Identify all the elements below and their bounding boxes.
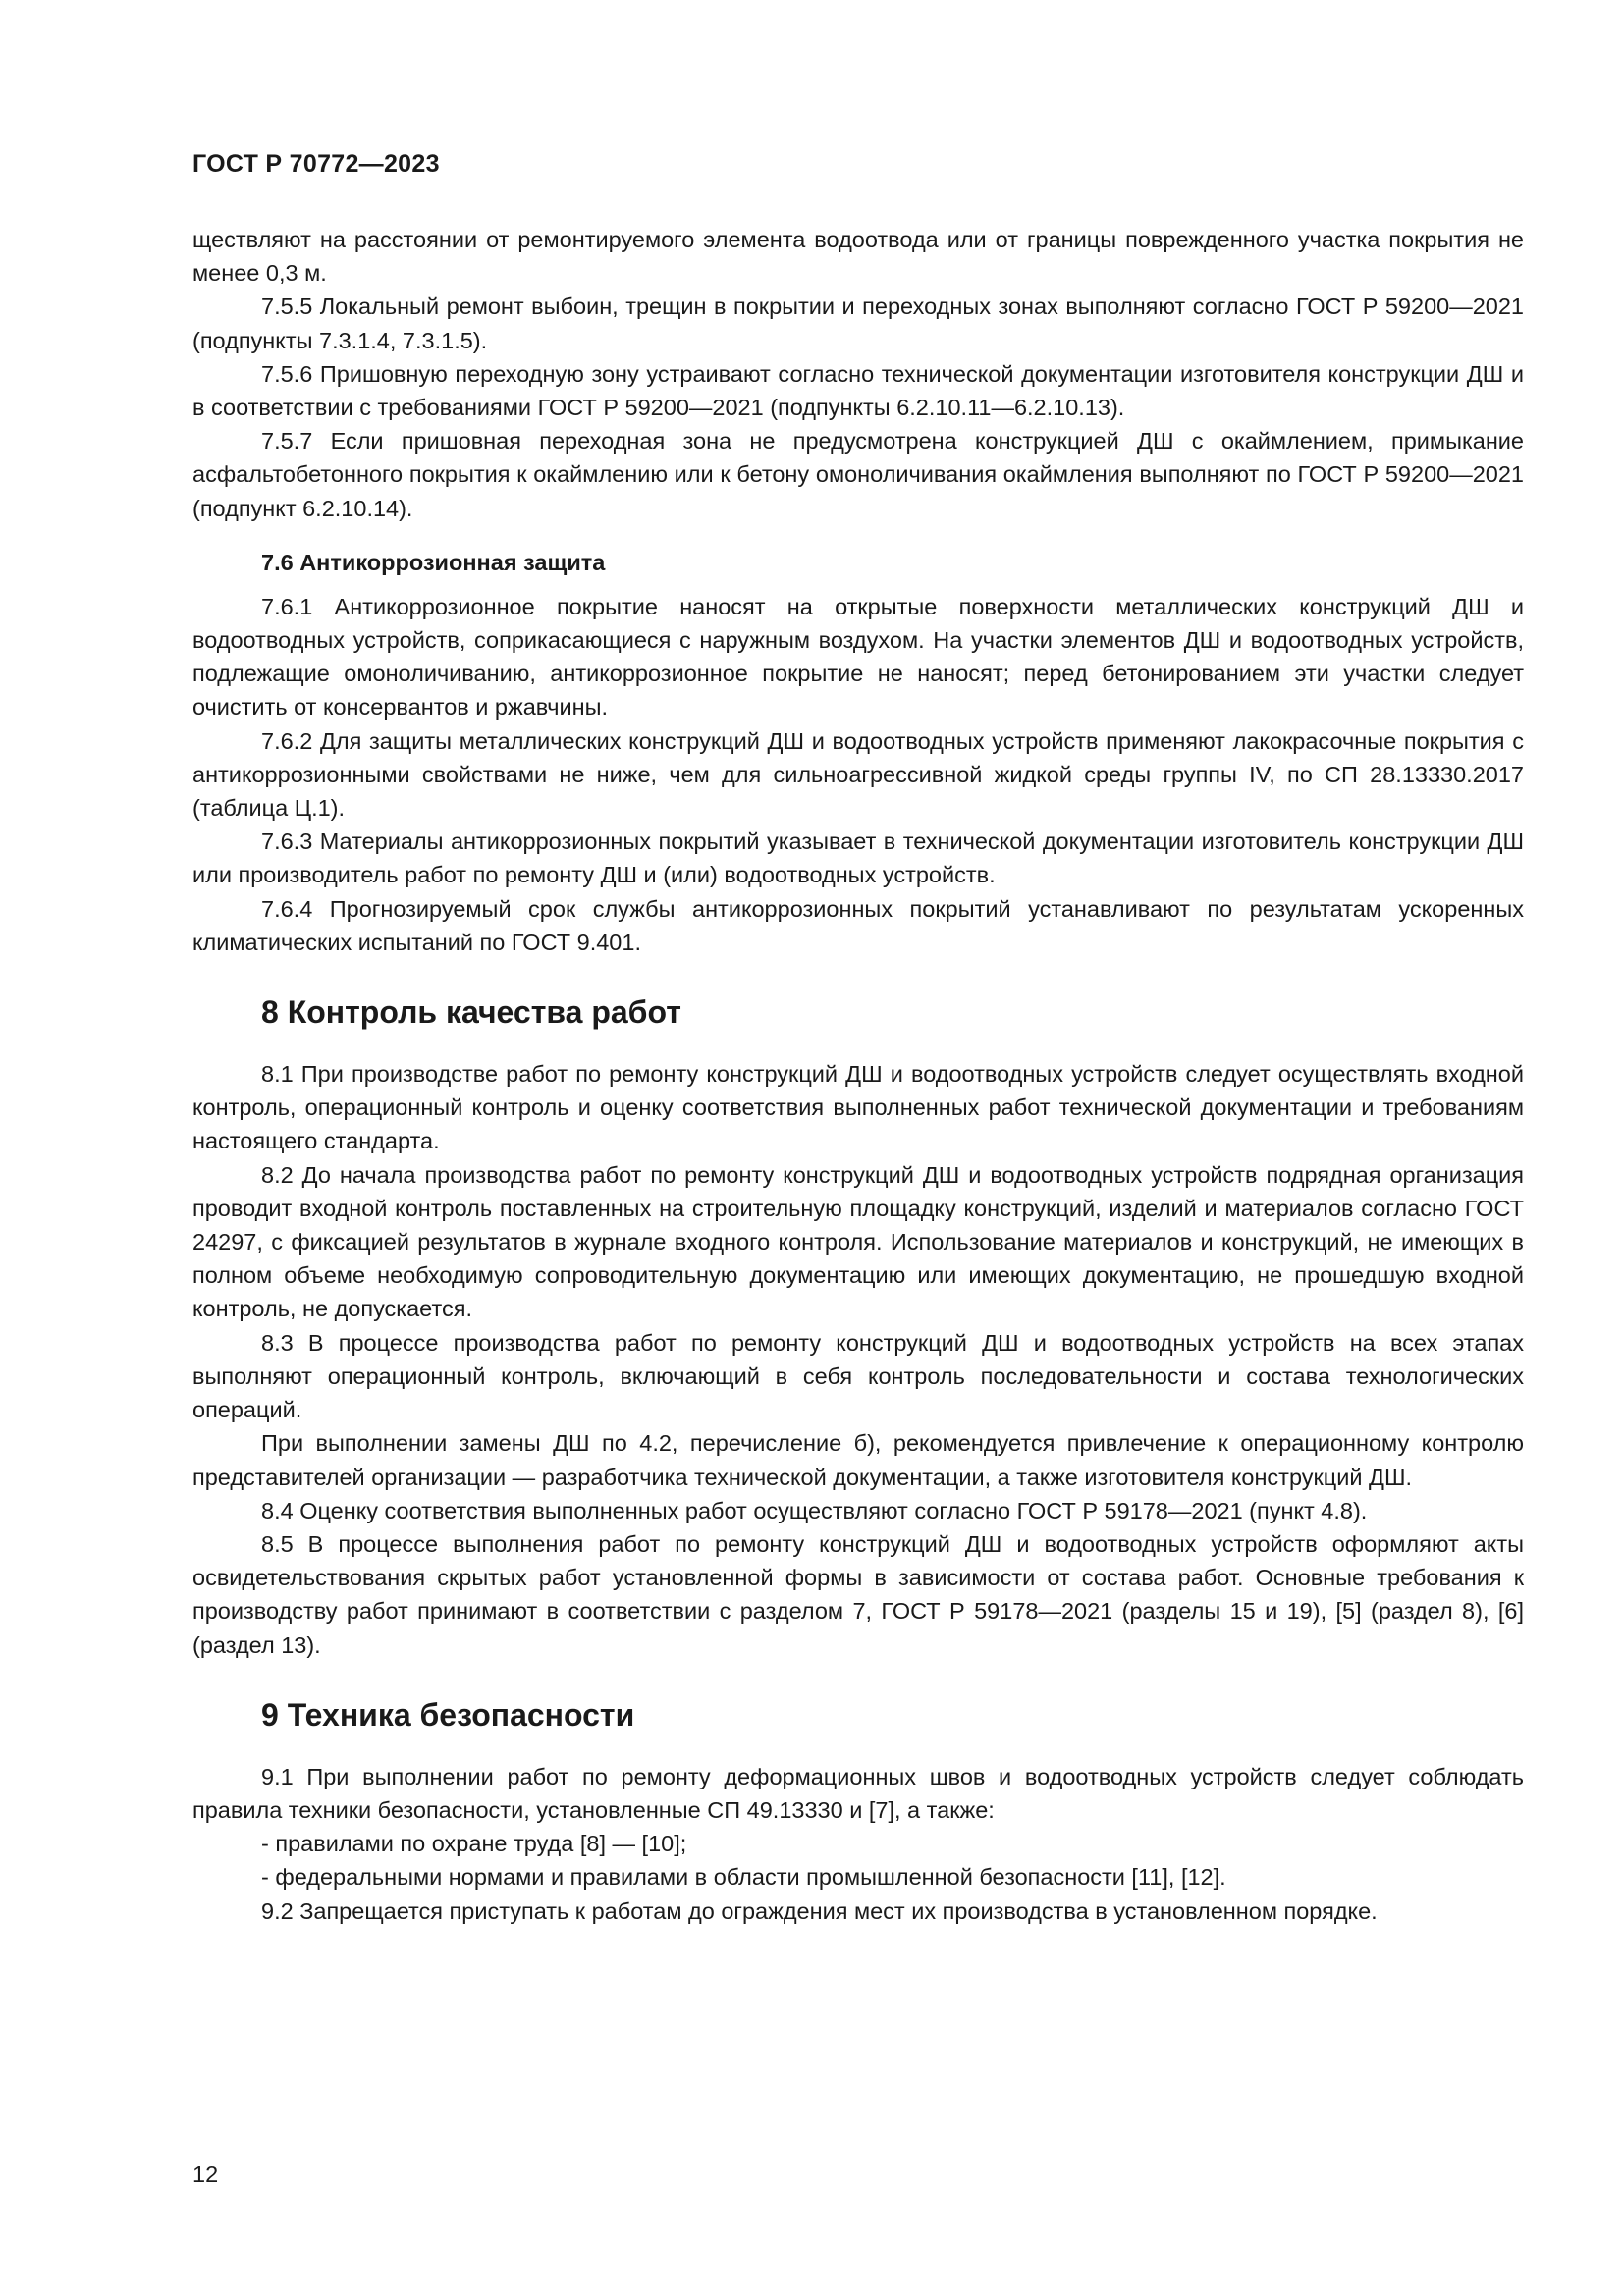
paragraph-7-5-6: 7.5.6 Пришовную переходную зону устраивают согласно технической документации изготовителя конструкции ДШ и в соответствии с требованиями ГОСТ Р 59200—2021 (подпункты 6.2.10.11—6.2.10.13).: [192, 360, 1524, 421]
paragraph-8-2: 8.2 До начала производства работ по ремонту конструкций ДШ и водоотводных устройств подрядная организация проводит входной контроль поставленных на строительную площадку конструкций, изделий и материалов согласно ГОСТ 24297, с фиксацией результатов в журнале входного контроля. Использование материалов и конструкций, не имеющих в полном объеме необходимую сопроводительную документацию или имеющих документацию, не прошедшую входной контроль, не допускается.: [192, 1161, 1524, 1322]
document-header: ГОСТ Р 70772—2023: [192, 150, 440, 178]
paragraph-8-5: 8.5 В процессе выполнения работ по ремонту конструкций ДШ и водоотводных устройств оформляют акты освидетельствования скрытых работ установленной формы в зависимости от состава работ. Основные требования к производству работ принимают в соответствии с разделом 7, ГОСТ Р 59178—2021 (разделы 15 и 19), [5] (раздел 8), [6] (раздел 13).: [192, 1530, 1524, 1658]
list-item-dash-1: - правилами по охране труда [8] — [10];: [261, 1831, 687, 1857]
section-title-9: 9 Техника безопасности: [261, 1696, 635, 1733]
paragraph-8-3: 8.3 В процессе производства работ по ремонту конструкций ДШ и водоотводных устройств на всех этапах выполняют операционный контроль, включающий в себя контроль последовательности и состава технологических операций.: [192, 1329, 1524, 1423]
paragraph-7-6-4: 7.6.4 Прогнозируемый срок службы антикоррозионных покрытий устанавливают по результатам ускоренных климатических испытаний по ГОСТ 9.401.: [192, 895, 1524, 955]
paragraph-8-1: 8.1 При производстве работ по ремонту конструкций ДШ и водоотводных устройств следует осуществлять входной контроль, операционный контроль и оценку соответствия выполненных работ технической документации и требованиям настоящего стандарта.: [192, 1061, 1524, 1154]
paragraph-7-5-5: 7.5.5 Локальный ремонт выбоин, трещин в покрытии и переходных зонах выполняют согласно ГОСТ Р 59200—2021 (подпункты 7.3.1.4, 7.3.1.5).: [192, 294, 1524, 353]
paragraph-7-6-1: 7.6.1 Антикоррозионное покрытие наносят на открытые поверхности металлических конструкций ДШ и водоотводных устройств, соприкасающиеся с наружным воздухом. На участки элементов ДШ и водоотводных устройств, подлежащие омоноличиванию, антикоррозионное покрытие не наносят; перед бетонированием эти участки следует очистить от консервантов и ржавчины.: [192, 593, 1524, 721]
page-number: 12: [192, 2162, 219, 2187]
subsection-title-7-6: 7.6 Антикоррозионная защита: [261, 549, 606, 575]
document-body: [192, 223, 1524, 1928]
paragraph-7-6-3: 7.6.3 Материалы антикоррозионных покрытий указывает в технической документации изготовитель конструкции ДШ или производитель работ по ремонту ДШ и (или) водоотводных устройств.: [192, 828, 1524, 888]
paragraph-9-1: 9.1 При выполнении работ по ремонту деформационных швов и водоотводных устройств следует соблюдать правила техники безопасности, установленные СП 49.13330 и [7], а также:: [192, 1763, 1524, 1823]
paragraph-9-2: 9.2 Запрещается приступать к работам до ограждения мест их производства в установленном порядке.: [261, 1897, 1378, 1924]
paragraph-7-6-2: 7.6.2 Для защиты металлических конструкций ДШ и водоотводных устройств применяют лакокрасочные покрытия с антикоррозионными свойствами не ниже, чем для сильноагрессивной жидкой среды группы IV, по СП 28.13330.2017 (таблица Ц.1).: [192, 727, 1524, 822]
paragraph-7-5-7: 7.5.7 Если пришовная переходная зона не предусмотрена конструкцией ДШ с окаймлением, примыкание асфальтобетонного покрытия к окаймлению или к бетону омоноличивания окаймления выполняют по ГОСТ Р 59200—2021 (подпункт 6.2.10.14).: [192, 428, 1524, 521]
paragraph-continuation: ществляют на расстоянии от ремонтируемого элемента водоотвода или от границы поврежденного участка покрытия не менее 0,3 м.: [192, 227, 1524, 287]
list-item-dash-2: - федеральными нормами и правилами в области промышленной безопасности [11], [12].: [261, 1864, 1226, 1891]
section-title-8: 8 Контроль качества работ: [261, 994, 681, 1031]
paragraph-8-4: 8.4 Оценку соответствия выполненных работ осуществляют согласно ГОСТ Р 59178—2021 (пункт 4.8).: [261, 1497, 1368, 1523]
paragraph-8-3-note: При выполнении замены ДШ по 4.2, перечисление б), рекомендуется привлечение к операционному контролю представителей организации — разработчика технической документации, а также изготовителя конструкций ДШ.: [192, 1430, 1524, 1490]
